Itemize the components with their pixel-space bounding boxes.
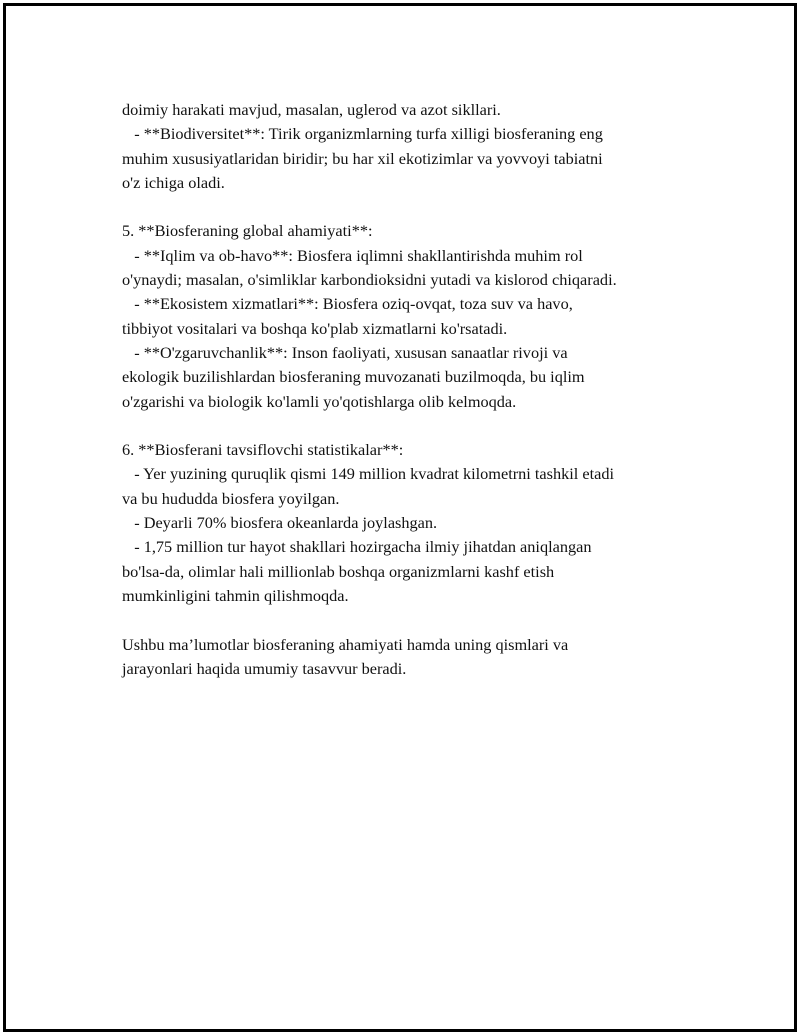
paragraph-gap [122, 195, 722, 219]
text-line: va bu hududda biosfera yoyilgan. [122, 488, 340, 508]
text-line: ekologik buzilishlardan biosferaning muvozanati buzilmoqda, bu iqlim [122, 367, 585, 387]
text-line: bo'lsa-da, olimlar hali millionlab boshqa organizmlarni kashf etish [122, 561, 555, 581]
document-body [122, 98, 722, 681]
text-line: doimiy harakati mavjud, masalan, uglerod va azot sikllari. [122, 100, 501, 119]
text-line: o'z ichiga oladi. [122, 172, 225, 192]
conclusion-line: jarayonlari haqida umumiy tasavvur beradi. [122, 658, 407, 678]
text-line: tibbiyot vositalari va boshqa ko'plab xizmatlarni ko'rsatadi. [122, 318, 508, 338]
text-line: o'zgarishi va biologik ko'lamli yo'qotishlarga olib kelmoqda. [122, 391, 517, 411]
text-line: - Yer yuzining quruqlik qismi 149 million kvadrat kilometrni tashkil etadi [122, 464, 615, 484]
document-page [3, 3, 797, 1032]
text-line: - **Ekosistem xizmatlari**: Biosfera oziq-ovqat, toza suv va havo, [122, 294, 573, 314]
text-line: muhim xususiyatlaridan biridir; bu har xil ekotizimlar va yovvoyi tabiatni [122, 148, 603, 168]
text-line: - **Biodiversitet**: Tirik organizmlarning turfa xilligi biosferaning eng [122, 124, 603, 144]
section-heading-6: 6. **Biosferani tavsiflovchi statistikalar**: [122, 440, 404, 460]
text-line: mumkinligini tahmin qilishmoqda. [122, 585, 349, 605]
text-line: - **O'zgaruvchanlik**: Inson faoliyati, xususan sanaatlar rivoji va [122, 342, 568, 362]
paragraph-gap [122, 414, 722, 438]
text-line: - 1,75 million tur hayot shakllari hozirgacha ilmiy jihatdan aniqlangan [122, 537, 592, 557]
text-line: o'ynaydi; masalan, o'simliklar karbondioksidni yutadi va kislorod chiqaradi. [122, 270, 617, 290]
text-line: - Deyarli 70% biosfera okeanlarda joylashgan. [122, 513, 438, 533]
conclusion-line: Ushbu ma’lumotlar biosferaning ahamiyati hamda uning qismlari va [122, 634, 569, 654]
text-line: - **Iqlim va ob-havo**: Biosfera iqlimni shakllantirishda muhim rol [122, 245, 583, 265]
section-heading-5: 5. **Biosferaning global ahamiyati**: [122, 221, 373, 241]
paragraph-gap [122, 608, 722, 632]
